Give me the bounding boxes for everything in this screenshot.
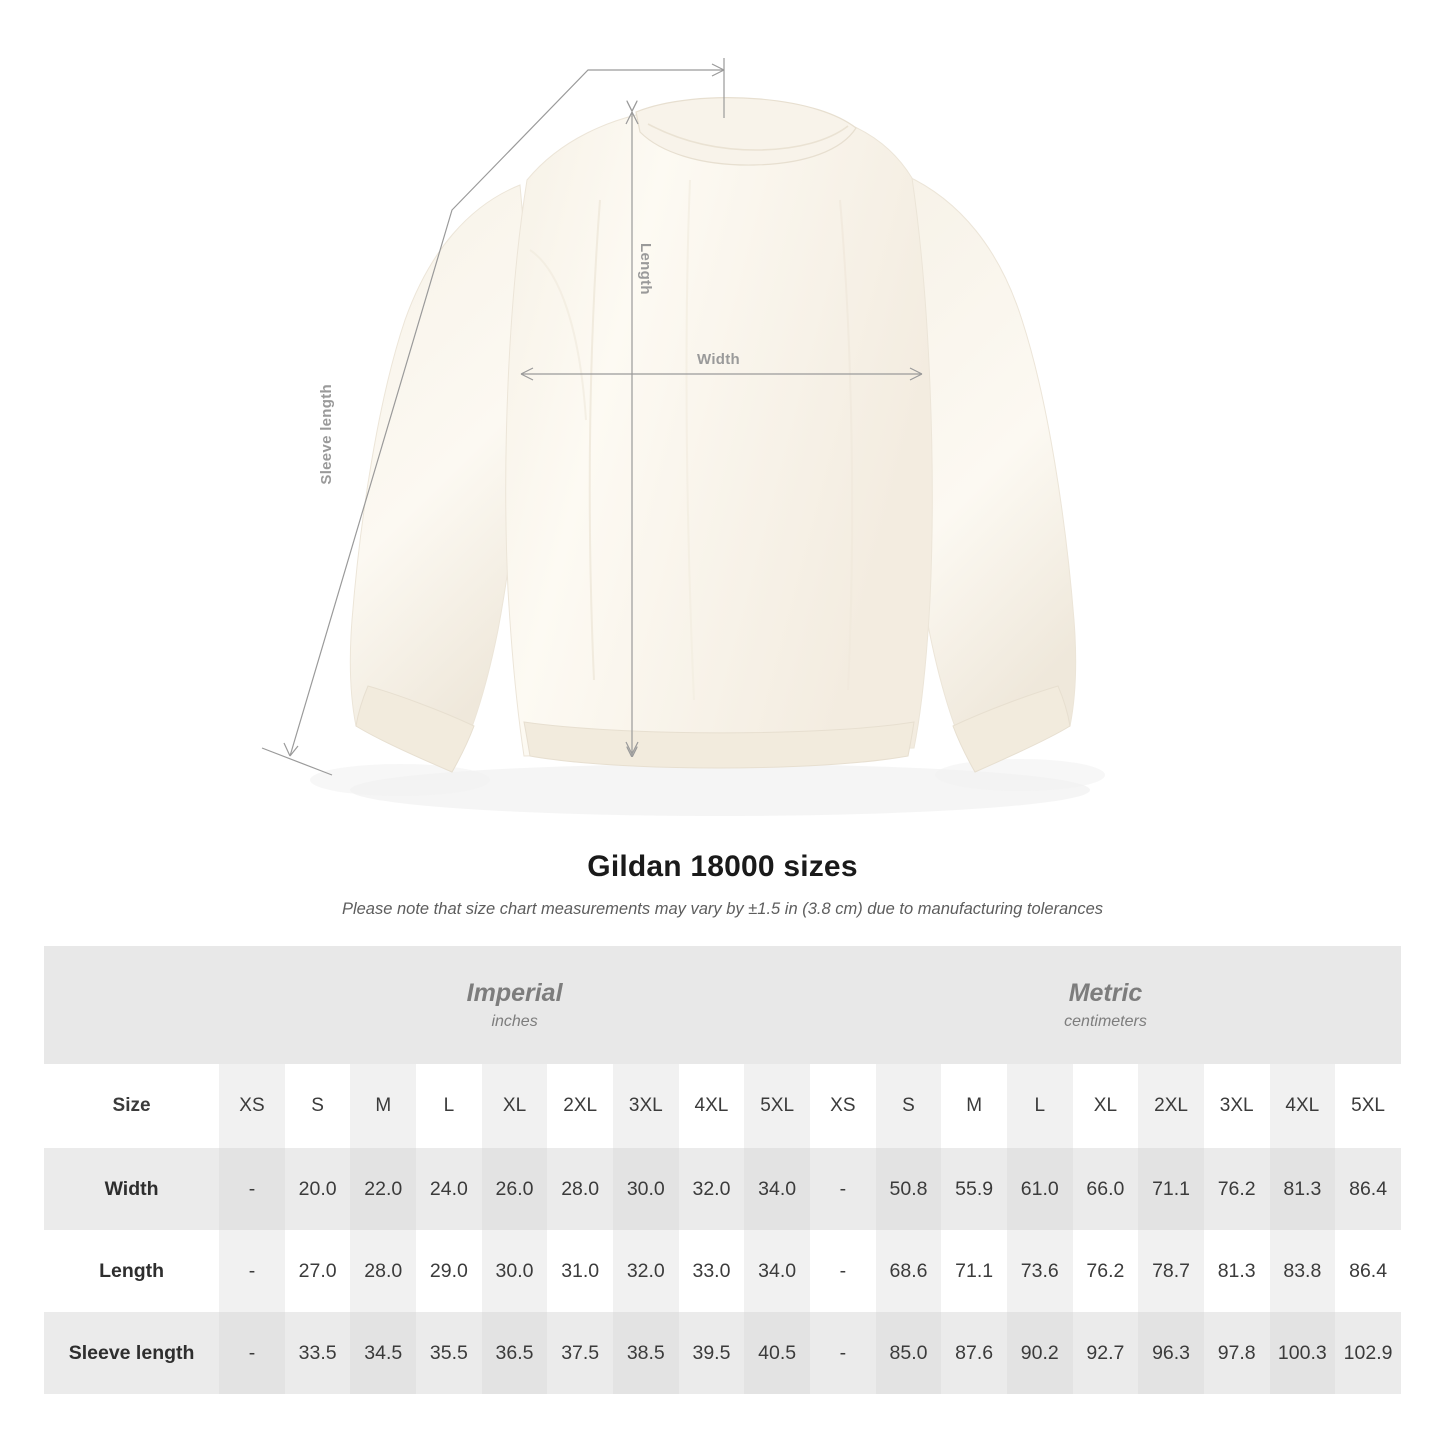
cell-sleeve-s-in: 33.5	[285, 1312, 351, 1394]
table-row	[44, 1148, 1401, 1230]
cell-length-m-in: 28.0	[350, 1230, 416, 1312]
cell-length-3xl-cm: 81.3	[1204, 1230, 1270, 1312]
unit-group-imperial	[219, 946, 810, 1064]
cell-length-l-cm: 73.6	[1007, 1230, 1073, 1312]
cell-width-4xl-in: 32.0	[679, 1148, 745, 1230]
cell-sleeve-4xl-cm: 100.3	[1270, 1312, 1336, 1394]
col-header-5xl-metric: 5XL	[1335, 1064, 1401, 1148]
cell-width-xl-cm: 66.0	[1073, 1148, 1139, 1230]
cell-width-2xl-cm: 71.1	[1138, 1148, 1204, 1230]
cell-sleeve-xl-cm: 92.7	[1073, 1312, 1139, 1394]
col-header-l-metric: L	[1007, 1064, 1073, 1148]
cell-sleeve-2xl-in: 37.5	[547, 1312, 613, 1394]
cell-length-xs-cm: -	[810, 1230, 876, 1312]
cell-width-m-cm: 55.9	[941, 1148, 1007, 1230]
col-header-xl-imperial: XL	[482, 1064, 548, 1148]
table-row	[44, 1230, 1401, 1312]
cell-sleeve-3xl-in: 38.5	[613, 1312, 679, 1394]
row-label-length: Length	[44, 1230, 219, 1312]
cell-sleeve-2xl-cm: 96.3	[1138, 1312, 1204, 1394]
tolerance-note: Please note that size chart measurements may vary by ±1.5 in (3.8 cm) due to manufacturing tolerances	[341, 900, 1104, 918]
cell-width-3xl-cm: 76.2	[1204, 1148, 1270, 1230]
cell-sleeve-xs-in: -	[219, 1312, 285, 1394]
column-header-row	[44, 1064, 1401, 1148]
cell-width-l-in: 24.0	[416, 1148, 482, 1230]
width-dimension-label: Width	[697, 351, 741, 368]
col-header-m-imperial: M	[350, 1064, 416, 1148]
col-header-3xl-imperial: 3XL	[613, 1064, 679, 1148]
metric-sub-label: centimeters	[1064, 1013, 1147, 1031]
unit-header-spacer	[44, 946, 219, 1064]
size-table-wrapper	[0, 946, 1445, 1394]
cell-sleeve-m-in: 34.5	[350, 1312, 416, 1394]
length-dimension-label: Length	[637, 243, 654, 295]
cell-sleeve-xl-in: 36.5	[482, 1312, 548, 1394]
cell-sleeve-s-cm: 85.0	[876, 1312, 942, 1394]
cell-width-2xl-in: 28.0	[547, 1148, 613, 1230]
cell-sleeve-m-cm: 87.6	[941, 1312, 1007, 1394]
cell-sleeve-5xl-cm: 102.9	[1335, 1312, 1401, 1394]
row-label-sleeve-length: Sleeve length	[44, 1312, 219, 1394]
col-header-xs-metric: XS	[810, 1064, 876, 1148]
cell-width-3xl-in: 30.0	[613, 1148, 679, 1230]
unit-group-metric	[810, 946, 1401, 1064]
col-header-m-metric: M	[941, 1064, 1007, 1148]
unit-header-row	[44, 946, 1401, 1064]
page-title: Gildan 18000 sizes	[587, 850, 858, 883]
sleeve-length-dimension-label: Sleeve length	[318, 384, 335, 485]
cell-length-2xl-in: 31.0	[547, 1230, 613, 1312]
col-header-l-imperial: L	[416, 1064, 482, 1148]
cell-length-s-cm: 68.6	[876, 1230, 942, 1312]
title-block	[0, 850, 1445, 919]
cell-width-l-cm: 61.0	[1007, 1148, 1073, 1230]
cell-length-4xl-in: 33.0	[679, 1230, 745, 1312]
cell-length-xl-in: 30.0	[482, 1230, 548, 1312]
col-header-3xl-metric: 3XL	[1204, 1064, 1270, 1148]
cell-width-xs-cm: -	[810, 1148, 876, 1230]
col-header-2xl-metric: 2XL	[1138, 1064, 1204, 1148]
col-header-4xl-imperial: 4XL	[679, 1064, 745, 1148]
col-header-4xl-metric: 4XL	[1270, 1064, 1336, 1148]
cell-sleeve-xs-cm: -	[810, 1312, 876, 1394]
size-column-header: Size	[44, 1064, 219, 1148]
cell-sleeve-3xl-cm: 97.8	[1204, 1312, 1270, 1394]
cell-length-2xl-cm: 78.7	[1138, 1230, 1204, 1312]
cell-width-5xl-cm: 86.4	[1335, 1148, 1401, 1230]
cell-length-xl-cm: 76.2	[1073, 1230, 1139, 1312]
cell-width-m-in: 22.0	[350, 1148, 416, 1230]
col-header-5xl-imperial: 5XL	[744, 1064, 810, 1148]
cell-sleeve-l-cm: 90.2	[1007, 1312, 1073, 1394]
imperial-label: Imperial	[466, 978, 563, 1007]
cell-width-4xl-cm: 81.3	[1270, 1148, 1336, 1230]
cell-sleeve-5xl-in: 40.5	[744, 1312, 810, 1394]
cell-width-5xl-in: 34.0	[744, 1148, 810, 1230]
col-header-xs-imperial: XS	[219, 1064, 285, 1148]
col-header-2xl-imperial: 2XL	[547, 1064, 613, 1148]
cell-length-m-cm: 71.1	[941, 1230, 1007, 1312]
cell-length-3xl-in: 32.0	[613, 1230, 679, 1312]
cell-sleeve-4xl-in: 39.5	[679, 1312, 745, 1394]
cell-width-xs-in: -	[219, 1148, 285, 1230]
size-table	[44, 946, 1401, 1394]
cell-length-s-in: 27.0	[285, 1230, 351, 1312]
col-header-s-metric: S	[876, 1064, 942, 1148]
cell-length-5xl-in: 34.0	[744, 1230, 810, 1312]
cell-length-4xl-cm: 83.8	[1270, 1230, 1336, 1312]
cell-width-s-in: 20.0	[285, 1148, 351, 1230]
col-header-xl-metric: XL	[1073, 1064, 1139, 1148]
cell-width-s-cm: 50.8	[876, 1148, 942, 1230]
cell-sleeve-l-in: 35.5	[416, 1312, 482, 1394]
metric-label: Metric	[1068, 978, 1143, 1007]
imperial-sub-label: inches	[491, 1013, 538, 1031]
cell-width-xl-in: 26.0	[482, 1148, 548, 1230]
cell-length-l-in: 29.0	[416, 1230, 482, 1312]
cell-length-xs-in: -	[219, 1230, 285, 1312]
cell-length-5xl-cm: 86.4	[1335, 1230, 1401, 1312]
col-header-s-imperial: S	[285, 1064, 351, 1148]
row-label-width: Width	[44, 1148, 219, 1230]
table-row	[44, 1312, 1401, 1394]
